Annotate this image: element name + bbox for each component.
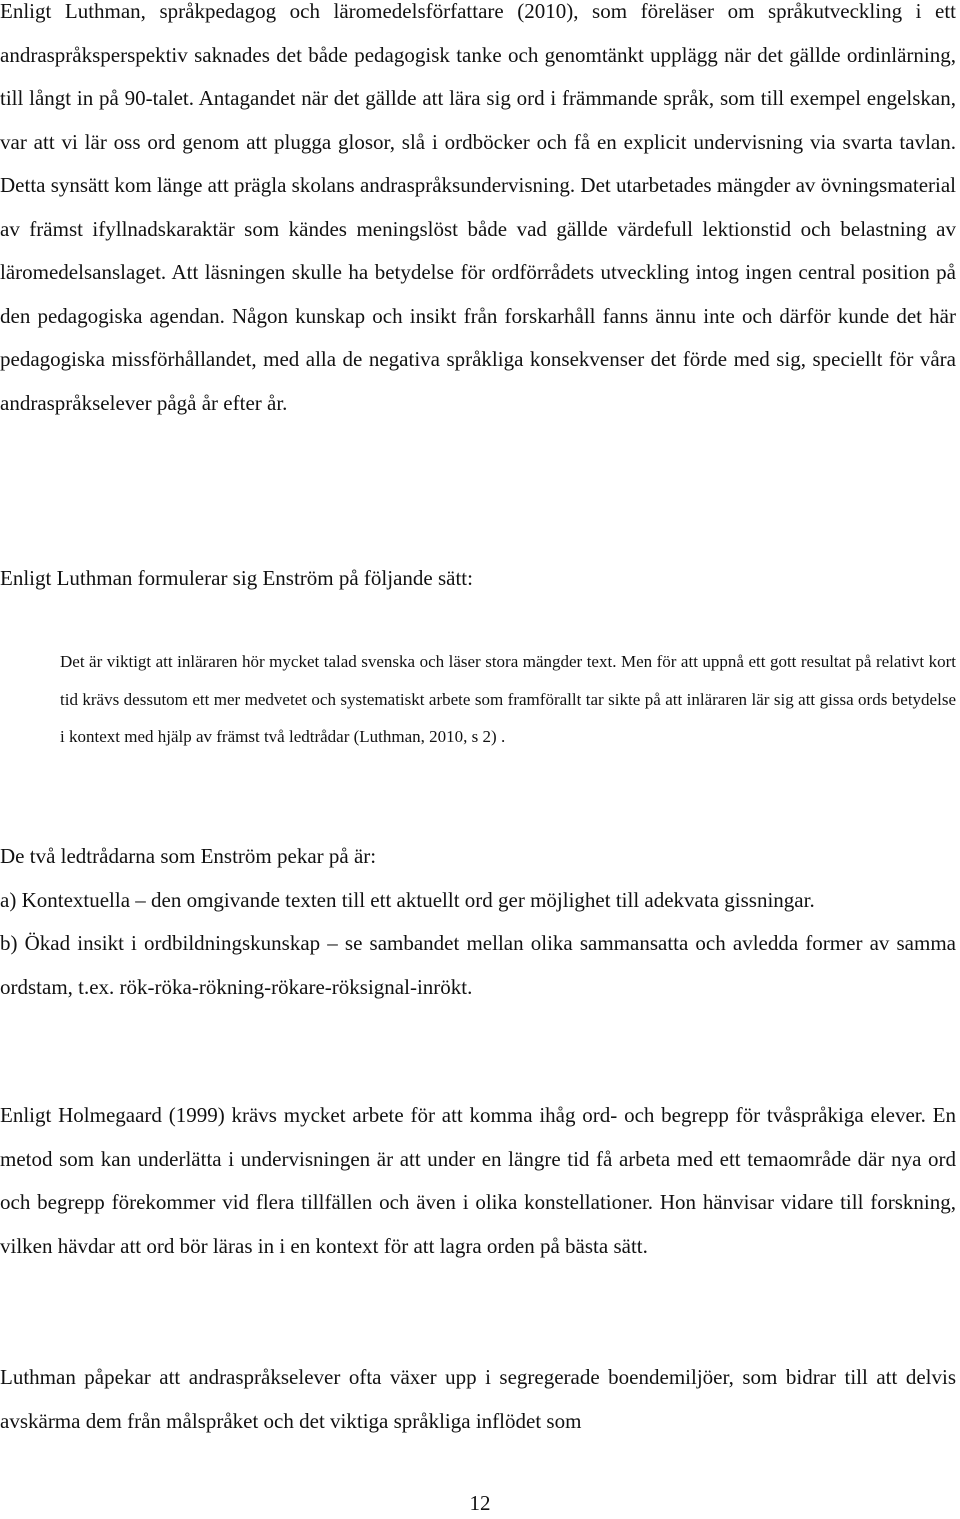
paragraph-holmegaard: Enligt Holmegaard (1999) krävs mycket arbete för att komma ihåg ord- och begrepp för tvåspråkiga elever. En metod som kan underlätta i undervisningen är att under en längre tid få arbeta med ett temaområde där nya ord och begrepp förekommer vid flera tillfällen och även i olika konstellationer. Hon hänvisar vidare till forskning, vilken hävdar att ord bör läras in i en kontext för att lagra orden på bästa sätt. bbox=[0, 1103, 956, 1258]
ledtradar-intro: De två ledtrådarna som Enström pekar på är: bbox=[0, 844, 377, 868]
page-number: 12 bbox=[469, 1491, 491, 1515]
ledtrad-item-b: b) Ökad insikt i ordbildningskunskap – se sambandet mellan olika sammansatta och avledda former av samma ordstam, t.ex. rök-röka-rökning-rökare-röksignal-inrökt. bbox=[0, 931, 956, 999]
block-quote-enstrom: Det är viktigt att inläraren hör mycket talad svenska och läser stora mängder text. Men för att uppnå ett gott resultat på relativt kort tid krävs dessutom ett mer medvetet och systematiskt arbete som framförallt tar sikte på att inläraren lär sig att gissa ords betydelse i kontext med hjälp av främst två ledtrådar (Luthman, 2010, s 2) . bbox=[60, 652, 956, 746]
paragraph-ledtradar bbox=[0, 835, 956, 1009]
paragraph-luthman-segregation: Luthman påpekar att andraspråkselever ofta växer upp i segregerade boendemiljöer, som bidrar till att delvis avskärma dem från målspråket och det viktiga språkliga inflödet som bbox=[0, 1365, 956, 1433]
ledtrad-item-a: a) Kontextuella – den omgivande texten till ett aktuellt ord ger möjlighet till adekvata gissningar. bbox=[0, 887, 815, 912]
paragraph-luthman-ordinlarning: Enligt Luthman, språkpedagog och läromedelsförfattare (2010), som föreläser om språkutveckling i ett andraspråksperspektiv saknades det både pedagogisk tanke och genomtänkt upplägg när det gällde ordinlärning, till långt in på 90-talet. Antagandet när det gällde att lära sig ord i främmande språk, som till exempel engelskan, var att vi lär oss ord genom att plugga glosor, slå i ordböcker och få en explicit undervisning via svarta tavlan. Detta synsätt kom länge att prägla skolans andraspråksundervisning. Det utarbetades mängder av övningsmaterial av främst ifyllnadskaraktär som kändes meningslöst både vad gällde värdefull lektionstid och belastning av läromedelsanslaget. Att läsningen skulle ha betydelse för ordförrådets utveckling intog ingen central position på den pedagogiska agendan. Någon kunskap och insikt från forskarhåll fanns ännu inte och därför kunde det här pedagogiska missförhållandet, med alla de negativa språkliga konsekvenser det förde med sig, speciellt för våra andraspråkselever pågå år efter år. bbox=[0, 0, 956, 415]
paragraph-enstrom-intro: Enligt Luthman formulerar sig Enström på följande sätt: bbox=[0, 566, 473, 590]
